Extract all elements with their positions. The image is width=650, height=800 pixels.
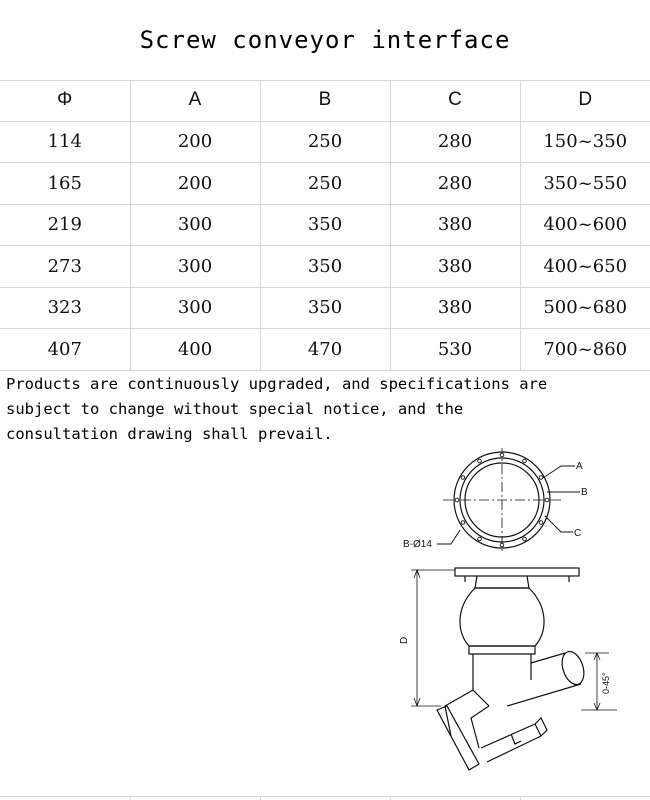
cell-b: 350: [260, 287, 390, 329]
cell-a: 400: [130, 329, 260, 371]
cell-d: 350~550: [520, 163, 650, 205]
cell-phi: 114: [0, 121, 130, 163]
cell-a: 300: [130, 287, 260, 329]
cell-c: 380: [390, 246, 520, 288]
cell-phi: 323: [0, 287, 130, 329]
bottom-gridline-tick: [520, 796, 521, 800]
cell-a: 300: [130, 204, 260, 246]
flange-top-view: [443, 448, 561, 554]
cell-d: 500~680: [520, 287, 650, 329]
table-row: [0, 121, 650, 163]
cell-d: 400~650: [520, 246, 650, 288]
cell-phi: 165: [0, 163, 130, 205]
header-d: D: [520, 80, 650, 121]
note-line: Products are continuously upgraded, and specifications are: [6, 375, 548, 393]
cell-phi: 273: [0, 246, 130, 288]
table-header-row: [0, 80, 650, 121]
cell-c: 280: [390, 121, 520, 163]
cell-b: 350: [260, 246, 390, 288]
cell-b: 250: [260, 121, 390, 163]
cell-c: 380: [390, 287, 520, 329]
cell-a: 200: [130, 121, 260, 163]
cell-b: 250: [260, 163, 390, 205]
label-bolt-holes: B-Ø14: [403, 539, 432, 550]
header-b: B: [260, 80, 390, 121]
cell-a: 200: [130, 163, 260, 205]
cell-b: 470: [260, 329, 390, 371]
note-line: consultation drawing shall prevail.: [6, 425, 333, 443]
label-b: B: [581, 487, 588, 498]
bottom-gridline-tick: [390, 796, 391, 800]
note-line: subject to change without special notice, and the: [6, 400, 464, 418]
cell-phi: 219: [0, 204, 130, 246]
conveyor-side-view: [437, 568, 588, 770]
cell-c: 530: [390, 329, 520, 371]
table-row: [0, 204, 650, 246]
cell-d: 400~600: [520, 204, 650, 246]
spec-table: [0, 80, 650, 371]
interface-drawing: [385, 448, 625, 778]
table-row: [0, 329, 650, 371]
table-row: [0, 287, 650, 329]
cell-phi: 407: [0, 329, 130, 371]
dimension-lines: [411, 570, 617, 710]
leader-lines: [437, 466, 580, 544]
header-a: A: [130, 80, 260, 121]
cell-c: 380: [390, 204, 520, 246]
cell-d: 700~860: [520, 329, 650, 371]
page-title: Screw conveyor interface: [139, 26, 511, 54]
title-row: [0, 0, 650, 81]
table-row: [0, 246, 650, 288]
label-angle: 0-45°: [601, 672, 611, 694]
bottom-gridline-tick: [130, 796, 131, 800]
table-row: [0, 163, 650, 205]
label-a: A: [576, 461, 583, 472]
disclaimer-note: [6, 372, 646, 447]
cell-a: 300: [130, 246, 260, 288]
bottom-gridline: [0, 796, 650, 797]
cell-b: 350: [260, 204, 390, 246]
cell-c: 280: [390, 163, 520, 205]
label-d: D: [399, 636, 410, 644]
cell-d: 150~350: [520, 121, 650, 163]
header-c: C: [390, 80, 520, 121]
label-c: C: [574, 528, 582, 539]
bottom-gridline-tick: [260, 796, 261, 800]
header-phi: Φ: [0, 80, 130, 121]
